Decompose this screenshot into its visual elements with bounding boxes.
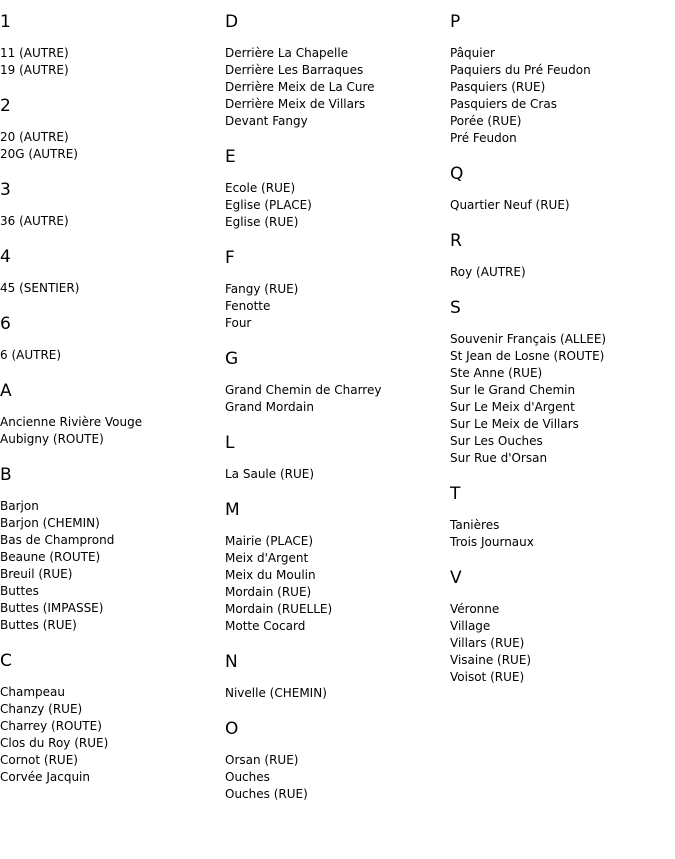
street-link[interactable]: Fangy (RUE) [225,282,299,296]
street-link[interactable]: Eglise (PLACE) [225,198,312,212]
street-link[interactable]: Mordain (RUE) [225,585,312,599]
letter-group [450,568,670,686]
street-link[interactable]: 20G (AUTRE) [0,147,78,161]
street-link[interactable]: Derrière Les Barraques [225,63,364,77]
street-link[interactable]: Corvée Jacquin [0,770,90,784]
street-link[interactable]: Paquiers du Pré Feudon [450,63,591,77]
street-link[interactable]: Sur le Grand Chemin [450,383,576,397]
letter-heading: F [225,248,235,268]
street-link[interactable]: Quartier Neuf (RUE) [450,198,570,212]
street-link[interactable]: Pâquier [450,46,495,60]
street-link[interactable]: Buttes (RUE) [0,618,77,632]
letter-group [450,12,670,147]
street-link[interactable]: Derrière La Chapelle [225,46,349,60]
street-link[interactable]: Barjon [0,499,39,513]
index-column-1 [0,12,220,803]
street-link[interactable]: Breuil (RUE) [0,567,73,581]
letter-heading: L [225,433,235,453]
letter-heading: M [225,500,240,520]
letter-group [0,314,220,364]
street-link[interactable]: Sur Les Ouches [450,434,543,448]
letter-heading: N [225,652,238,672]
street-link[interactable]: Ouches (RUE) [225,787,308,801]
street-link[interactable]: Villars (RUE) [450,636,525,650]
street-link[interactable]: La Saule (RUE) [225,467,315,481]
letter-group [225,12,445,130]
letter-heading: 3 [0,180,11,200]
street-link[interactable]: Beaune (ROUTE) [0,550,101,564]
street-link[interactable]: Pré Feudon [450,131,517,145]
letter-heading: S [450,298,461,318]
street-link[interactable]: Four [225,316,252,330]
street-link[interactable]: Sur Le Meix d'Argent [450,400,575,414]
letter-heading: E [225,147,236,167]
street-link[interactable]: Clos du Roy (RUE) [0,736,109,750]
letter-group [225,652,445,702]
street-link[interactable]: Sur Le Meix de Villars [450,417,579,431]
street-link[interactable]: Champeau [0,685,65,699]
street-link[interactable]: 36 (AUTRE) [0,214,69,228]
letter-heading: 6 [0,314,11,334]
letter-group [450,298,670,467]
street-link[interactable]: Visaine (RUE) [450,653,532,667]
letter-heading: 2 [0,96,11,116]
street-link[interactable]: Motte Cocard [225,619,306,633]
letter-heading: R [450,231,462,251]
letter-group [0,381,220,448]
street-link[interactable]: Aubigny (ROUTE) [0,432,104,446]
letter-heading: O [225,719,239,739]
letter-group [0,12,220,79]
street-link[interactable]: Ancienne Rivière Vouge [0,415,143,429]
letter-heading: Q [450,164,464,184]
street-link[interactable]: Village [450,619,491,633]
letter-heading: 1 [0,12,11,32]
street-link[interactable]: Mordain (RUELLE) [225,602,333,616]
street-link[interactable]: Cornot (RUE) [0,753,78,767]
index-column-3 [450,12,670,703]
street-link[interactable]: St Jean de Losne (ROUTE) [450,349,605,363]
letter-group [450,231,670,281]
street-link[interactable]: Orsan (RUE) [225,753,299,767]
street-link[interactable]: Roy (AUTRE) [450,265,526,279]
street-link[interactable]: Bas de Champrond [0,533,115,547]
letter-heading: T [450,484,461,504]
street-link[interactable]: 6 (AUTRE) [0,348,62,362]
street-link[interactable]: Ste Anne (RUE) [450,366,543,380]
letter-group [0,180,220,230]
letter-group [225,147,445,231]
street-link[interactable]: Charrey (ROUTE) [0,719,102,733]
street-link[interactable]: Buttes [0,584,39,598]
street-link[interactable]: Ecole (RUE) [225,181,296,195]
street-link[interactable]: Sur Rue d'Orsan [450,451,548,465]
letter-group [225,349,445,416]
street-link[interactable]: Meix du Moulin [225,568,316,582]
letter-group [0,247,220,297]
letter-heading: V [450,568,462,588]
street-link[interactable]: Pasquiers de Cras [450,97,557,111]
street-link[interactable]: Buttes (IMPASSE) [0,601,104,615]
street-link[interactable]: Barjon (CHEMIN) [0,516,100,530]
street-link[interactable]: Véronne [450,602,500,616]
street-link[interactable]: Souvenir Français (ALLEE) [450,332,607,346]
street-link[interactable]: Devant Fangy [225,114,308,128]
street-link[interactable]: Porée (RUE) [450,114,522,128]
letter-group [0,465,220,634]
street-link[interactable]: 19 (AUTRE) [0,63,69,77]
letter-group [0,651,220,786]
street-link[interactable]: Derrière Meix de Villars [225,97,366,111]
letter-group [225,500,445,635]
street-link[interactable]: 20 (AUTRE) [0,130,69,144]
street-link[interactable]: Pasquiers (RUE) [450,80,546,94]
letter-heading: B [0,465,12,485]
street-link[interactable]: Fenotte [225,299,271,313]
street-link[interactable]: Tanières [450,518,500,532]
street-link[interactable]: Derrière Meix de La Cure [225,80,375,94]
street-link[interactable]: Chanzy (RUE) [0,702,83,716]
letter-heading: A [0,381,12,401]
letter-group [225,719,445,803]
street-link[interactable]: 45 (SENTIER) [0,281,80,295]
letter-heading: D [225,12,239,32]
street-link[interactable]: Trois Journaux [450,535,534,549]
street-link[interactable]: 11 (AUTRE) [0,46,69,60]
street-link[interactable]: Grand Mordain [225,400,314,414]
street-link[interactable]: Meix d'Argent [225,551,309,565]
letter-heading: G [225,349,239,369]
street-link[interactable]: Nivelle (CHEMIN) [225,686,327,700]
letter-group [450,164,670,214]
letter-group [0,96,220,163]
street-link[interactable]: Ouches [225,770,270,784]
street-link[interactable]: Grand Chemin de Charrey [225,383,382,397]
index-column-2 [225,12,445,820]
letter-heading: 4 [0,247,11,267]
street-link[interactable]: Mairie (PLACE) [225,534,314,548]
street-link[interactable]: Eglise (RUE) [225,215,299,229]
letter-group [450,484,670,551]
letter-heading: P [450,12,461,32]
letter-heading: C [0,651,12,671]
letter-group [225,248,445,332]
letter-group [225,433,445,483]
street-link[interactable]: Voisot (RUE) [450,670,525,684]
